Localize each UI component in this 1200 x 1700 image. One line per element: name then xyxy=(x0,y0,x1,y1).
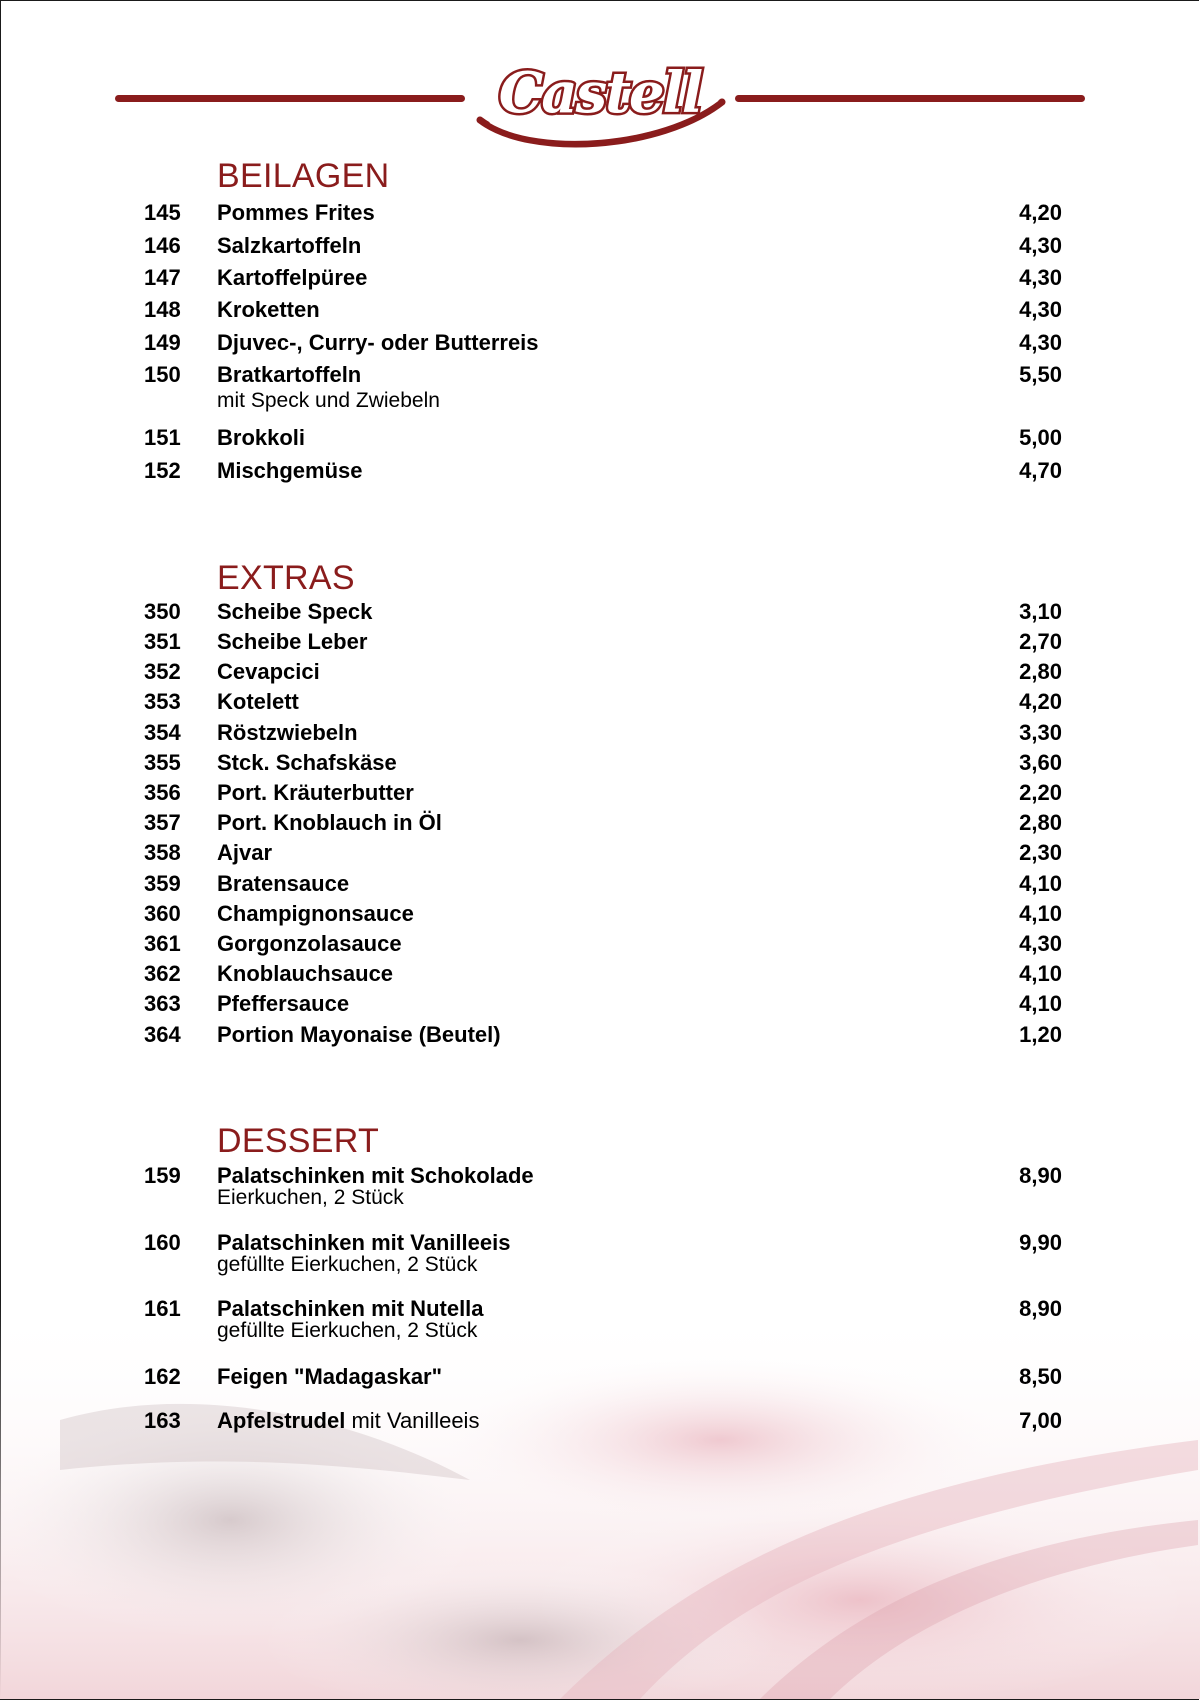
menu-header xyxy=(0,50,1200,160)
item-name-suffix: mit Vanilleeis xyxy=(345,1408,480,1433)
item-price: 5,00 xyxy=(1019,425,1062,450)
item-price: 3,10 xyxy=(1019,599,1062,624)
item-number: 355 xyxy=(144,750,181,775)
item-number: 350 xyxy=(144,599,181,624)
item-number: 356 xyxy=(144,780,181,805)
item-number: 160 xyxy=(144,1230,181,1255)
item-price: 7,00 xyxy=(1019,1408,1062,1433)
item-description: Eierkuchen, 2 Stück xyxy=(217,1186,404,1209)
item-price: 4,30 xyxy=(1019,233,1062,258)
item-description: gefüllte Eierkuchen, 2 Stück xyxy=(217,1253,478,1276)
item-name: Feigen "Madagaskar" xyxy=(217,1364,443,1389)
item-number: 146 xyxy=(144,233,181,258)
item-name: Kotelett xyxy=(217,689,299,714)
item-name: Portion Mayonaise (Beutel) xyxy=(217,1022,501,1047)
item-name: Champignonsauce xyxy=(217,901,414,926)
item-name: Bratkartoffeln xyxy=(217,362,362,387)
item-name: Stck. Schafskäse xyxy=(217,750,397,775)
item-number: 163 xyxy=(144,1408,181,1433)
item-number: 359 xyxy=(144,871,181,896)
item-number: 360 xyxy=(144,901,181,926)
item-price: 2,80 xyxy=(1019,659,1062,684)
item-name: Knoblauchsauce xyxy=(217,961,394,986)
item-name: Cevapcici xyxy=(217,659,320,684)
item-price: 2,80 xyxy=(1019,810,1062,835)
item-number: 152 xyxy=(144,458,181,483)
item-price: 8,90 xyxy=(1019,1163,1062,1188)
item-name: Scheibe Leber xyxy=(217,629,368,654)
castell-logo xyxy=(460,50,745,160)
item-price: 4,30 xyxy=(1019,330,1062,355)
item-number: 364 xyxy=(144,1022,181,1047)
item-name: Kroketten xyxy=(217,297,320,322)
item-name: Pfeffersauce xyxy=(217,991,350,1016)
item-price: 4,10 xyxy=(1019,991,1062,1016)
item-price: 3,60 xyxy=(1019,750,1062,775)
item-price: 8,90 xyxy=(1019,1296,1062,1321)
item-number: 352 xyxy=(144,659,181,684)
item-price: 4,30 xyxy=(1019,931,1062,956)
item-number: 363 xyxy=(144,991,181,1016)
svg-text:Castell: Castell xyxy=(498,60,702,126)
item-number: 150 xyxy=(144,362,181,387)
item-price: 3,30 xyxy=(1019,720,1062,745)
item-price: 4,30 xyxy=(1019,297,1062,322)
item-name: Gorgonzolasauce xyxy=(217,931,402,956)
item-number: 159 xyxy=(144,1163,181,1188)
item-name: Bratensauce xyxy=(217,871,350,896)
item-price: 4,20 xyxy=(1019,689,1062,714)
header-rule-left xyxy=(115,95,465,102)
item-name-main: Apfelstrudel xyxy=(217,1408,346,1433)
item-price: 4,10 xyxy=(1019,961,1062,986)
section-title: BEILAGEN xyxy=(217,157,390,195)
item-name: Ajvar xyxy=(217,840,273,865)
item-price: 4,10 xyxy=(1019,871,1062,896)
item-name: Port. Kräuterbutter xyxy=(217,780,414,805)
header-rule-right xyxy=(735,95,1085,102)
item-price: 8,50 xyxy=(1019,1364,1062,1389)
item-number: 148 xyxy=(144,297,181,322)
item-number: 151 xyxy=(144,425,181,450)
item-price: 4,30 xyxy=(1019,265,1062,290)
item-price: 2,30 xyxy=(1019,840,1062,865)
item-number: 358 xyxy=(144,840,181,865)
item-name: Palatschinken mit Schokolade xyxy=(217,1163,534,1188)
item-number: 149 xyxy=(144,330,181,355)
item-number: 162 xyxy=(144,1364,181,1389)
item-name: Kartoffelpüree xyxy=(217,265,368,290)
item-price: 4,20 xyxy=(1019,200,1062,225)
item-price: 5,50 xyxy=(1019,362,1062,387)
section-title: EXTRAS xyxy=(217,559,355,597)
item-name: Scheibe Speck xyxy=(217,599,373,624)
item-price: 2,20 xyxy=(1019,780,1062,805)
item-name: Palatschinken mit Nutella xyxy=(217,1296,484,1321)
item-name: Palatschinken mit Vanilleeis xyxy=(217,1230,511,1255)
item-description: gefüllte Eierkuchen, 2 Stück xyxy=(217,1319,478,1342)
item-price: 4,10 xyxy=(1019,901,1062,926)
item-name: Röstzwiebeln xyxy=(217,720,358,745)
item-name: Port. Knoblauch in Öl xyxy=(217,810,442,835)
item-name xyxy=(217,1408,917,1434)
item-name: Brokkoli xyxy=(217,425,306,450)
item-number: 161 xyxy=(144,1296,181,1321)
item-number: 351 xyxy=(144,629,181,654)
item-number: 357 xyxy=(144,810,181,835)
item-name: Mischgemüse xyxy=(217,458,363,483)
item-number: 362 xyxy=(144,961,181,986)
item-name: Pommes Frites xyxy=(217,200,375,225)
item-number: 354 xyxy=(144,720,181,745)
item-name: Djuvec-, Curry- oder Butterreis xyxy=(217,330,539,355)
item-number: 147 xyxy=(144,265,181,290)
item-number: 145 xyxy=(144,200,181,225)
section-title: DESSERT xyxy=(217,1122,380,1160)
item-number: 353 xyxy=(144,689,181,714)
item-name: Salzkartoffeln xyxy=(217,233,362,258)
item-price: 2,70 xyxy=(1019,629,1062,654)
item-price: 4,70 xyxy=(1019,458,1062,483)
item-number: 361 xyxy=(144,931,181,956)
item-description: mit Speck und Zwiebeln xyxy=(217,389,440,412)
item-price: 9,90 xyxy=(1019,1230,1062,1255)
item-price: 1,20 xyxy=(1019,1022,1062,1047)
